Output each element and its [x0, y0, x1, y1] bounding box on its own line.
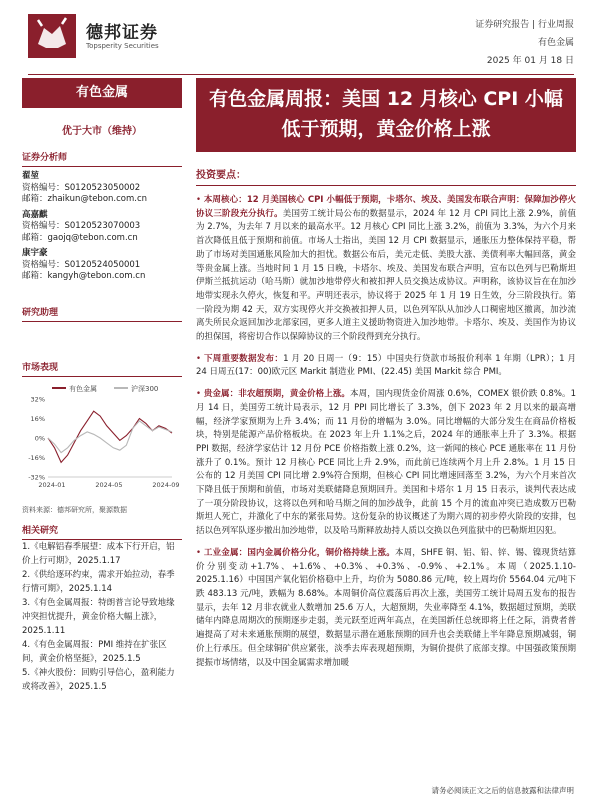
related-item[interactable]: 1.《电解铝春季展望：成本下行开启，铝价上行可期》，2025.1.17 [22, 541, 175, 566]
analyst-3 [22, 248, 182, 283]
related-item[interactable]: 3.《有色金属周报：特朗普言论导致地缘冲突担忧提升，黄金价格大幅上涨》，2025.1.11 [22, 597, 175, 636]
analyst-name: 翟堃 [22, 171, 40, 181]
rating: 优于大市（维持） [62, 126, 142, 137]
body-paragraph [196, 388, 576, 539]
x-tick-label: 2024-05 [95, 480, 123, 489]
report-type: 证券研究报告 | 行业周报 [475, 20, 574, 30]
analyst-cert: 资格编号：S0120523050002 [22, 182, 141, 193]
market-heading: 市场表现 [22, 360, 182, 377]
paragraph-text: 本周，SHFE 铜、铝、铅、锌、锡、镍现货结算价分别变动+1.7%、+1.6%、+0.3%、+0.3%、-0.9%、+2.1%。本周（2025.1.10-2025.1.16）中国国产氧化铝价格稳中上升，均价为 5080.86 元/吨，较上周均价 5564.04 元/吨下跌 483.13 元/吨，跌幅为 8.68%。本周铜价高位震荡后再次上涨，美国劳工统计局周五发布的报告显示，去年 12 月非农就业人数增加 25.6 万人，大超预期，失业率降至 4.1%，数据超过预期，美联储年内降息周期次的预期逐步走弱，美元跃至近两年高点，在美国新任总统即将上任之际，消费者普遍提高了对未来通胀预期的展望，数据显示潜在通胀预期的回升也会美联储上半年降息预期减弱，铜价上行承压。但全球铜矿供应紧张，淡季去库表现超预期，为铜价提供了底部支撑。中国强政策预期提振市场情绪，以及中国金属需求增加暖 [196, 547, 576, 668]
body-paragraph [196, 353, 576, 380]
y-tick-label: 16% [30, 414, 45, 423]
logo-mark [28, 14, 76, 58]
y-tick-label: 32% [30, 395, 45, 403]
related-item[interactable]: 2.《供给逐环约束，需求开始拉动，春季行情可期》，2025.1.14 [22, 569, 175, 594]
legend-label: 沪深300 [131, 384, 159, 393]
paragraph-text: 1 月 20 日周一（9：15）中国央行贷款市场报价利率 1 年期（LPR）；1 月 24 日周五(17：00)欧元区 Markit 制造业 PMI、(22.45) 美国 Markit 综合 PMI。 [196, 353, 576, 378]
legend-label: 有色金属 [69, 384, 97, 393]
y-tick-label: -32% [28, 473, 45, 481]
analyst-1 [22, 171, 182, 206]
series-line [48, 411, 172, 462]
report-title: 有色金属周报：美国 12 月核心 CPI 小幅低于预期，黄金价格上涨 [196, 78, 576, 152]
analyst-cert: 资格编号：S0120523070003 [22, 221, 141, 231]
paragraph-text: 美国劳工统计局公布的数据显示，2024 年 12 月 CPI 同比上涨 2.9%，前值为 2.7%，为去年 7 月以来的最高水平。12 月核心 CPI 同比上涨 3.2%，前值为 3.3%，为六个月来首次降低且低于预期和前值。市场人士指出，美国 12 月 CPI 数据显示，通胀压力整体保持平稳，帮助了市场对美国通胀风险加大的担忧。数据公布后，美元走低、美股大涨、美债利率大幅回落，黄金等贵金属上涨。当地时间 1 月 15 日晚，卡塔尔、埃及、美国发布联合声明，宣布以色列与巴勒斯坦伊斯兰抵抗运动（哈马斯）就加沙地带停火和被扣押人员交换达成协议。声明称，该协议旨在在加沙地带实现永久停火，恢复和平。声明还表示，协议将于 2025 年 1 月 19 日生效，分三阶段执行。第一阶段为期 42 天，双方实现停火并交换被扣押人员，以色列军队从加沙人口稠密地区撤离，加沙流离失所民众返回加沙北部家园，更多人道主义援助物资进入加沙地带。卡塔尔、埃及、美国作为协议的担保国，将密切合作以保障协议的三个阶段得到充分执行。 [196, 208, 576, 343]
disclaimer: 请务必阅读正文之后的信息披露和法律声明 [431, 786, 574, 795]
related-heading: 相关研究 [22, 523, 182, 540]
paragraph-lead: 工业金属：国内金属价格分化，铜价格持续上涨。 [203, 547, 395, 558]
assistant-heading: 研究助理 [22, 305, 182, 322]
bullet-icon: • [196, 547, 204, 558]
analyst-2 [22, 210, 182, 245]
bullet-icon: • [196, 195, 204, 205]
body-paragraph [196, 547, 576, 670]
paragraph-lead: 本周核心：12 月美国核心 CPI 小幅低于预期，卡塔尔、埃及、美国发布联合声明：保障加沙停火协议三阶段充分执行。 [196, 195, 577, 219]
industry-banner: 有色金属 [22, 78, 182, 108]
points-heading: 投资要点： [196, 166, 576, 186]
industry-label: 有色金属 [537, 38, 574, 48]
series-line [48, 420, 172, 452]
y-tick-label: -16% [28, 453, 45, 462]
bullet-icon: • [196, 353, 205, 364]
analyst-email[interactable]: 邮箱：gaojq@tebon.com.cn [22, 232, 138, 243]
analyst-email[interactable]: 邮箱：kangyh@tebon.com.cn [22, 271, 146, 281]
bullet-icon: • [196, 389, 204, 400]
report-meta [475, 16, 574, 70]
analysts-heading: 证券分析师 [22, 150, 182, 167]
body-paragraph [196, 194, 576, 345]
paragraph-lead: 贵金属：非农超预期，黄金价格上涨。 [203, 389, 351, 400]
analyst-email[interactable]: 邮箱：zhaikun@tebon.com.cn [22, 194, 148, 204]
header-divider [28, 74, 574, 75]
related-item[interactable]: 4.《有色金属周报：PMI 维持在扩张区间，黄金价格坚挺》，2025.1.5 [22, 639, 167, 664]
x-tick-label: 2024-01 [38, 480, 66, 489]
paragraph-text: 本周，国内现货金价周涨 0.6%，COMEX 银价跌 0.8%。1 月 14 日，美国劳工统计局表示，12 月 PPI 同比增长了 3.3%，创下 2023 年 2 月以来的最高增幅，经济学家预期为上升 3.4%；而 11 月份的增幅为 3.0%。同比增幅的大部分发生在商品价格板块，特别是能源产品价格板块。在 2023 年上升 1.1%之后，2024 年的通胀率上升了 3.3%。根据 PPI 数据，经济学家估计 12 月份 PCE 价格指数上涨 0.2%，这一新闻的核心 PCE 通胀率在 11 月份涨升了 0.1%。预计 12 月核心 PCE 同比上升 2.9%，而此前已连续两个月上升 2.8%。1 月 15 日公布的 12 月美国 CPI 同比增 2.9%符合预期，但核心 CPI 同比增速回落至 3.2%，为六个月来首次下降且低于预期和前值，市场对美联储降息预期回升。美国和卡塔尔 1 月 15 日表示，谈判代表达成了一项分阶段协议，这将以色列和哈马斯之间的加沙战争，此前 15 个月的流血冲突已造成数万巴勒斯坦人死亡，并激化了中东的紧张局势。这份复杂的协议概述了为期六周的初步停火阶段的安排，包括以色列军队逐步撤出加沙地带，以及哈马斯释放劫持人质以交换以色列监狱中的巴勒斯坦囚犯。 [196, 389, 577, 537]
logo-text: 德邦证券 [86, 23, 158, 43]
market-chart [22, 381, 182, 503]
analyst-cert: 资格编号：S0120524050001 [22, 259, 141, 270]
main-content [196, 78, 576, 670]
logo-subtitle: Topsperity Securities [86, 42, 159, 50]
analyst-name: 康宇豪 [22, 248, 48, 258]
sidebar [22, 78, 182, 800]
x-tick-label: 2024-09 [152, 480, 180, 489]
paragraph-lead: 下周重要数据发布： [204, 353, 284, 364]
report-body [196, 194, 576, 670]
chart-source: 资料来源：德邦研究所，聚源数据 [22, 505, 127, 514]
y-tick-label: 0% [34, 434, 45, 442]
bull-logo-icon [28, 14, 76, 58]
related-item[interactable]: 5.《神火股份：回购引导信心，盈利能力或将改善》，2025.1.5 [22, 667, 175, 692]
report-date: 2025 年 01 月 18 日 [486, 56, 574, 66]
related-list [22, 540, 182, 694]
market-chart-svg [22, 381, 182, 503]
analyst-name: 高嘉麒 [22, 209, 48, 220]
